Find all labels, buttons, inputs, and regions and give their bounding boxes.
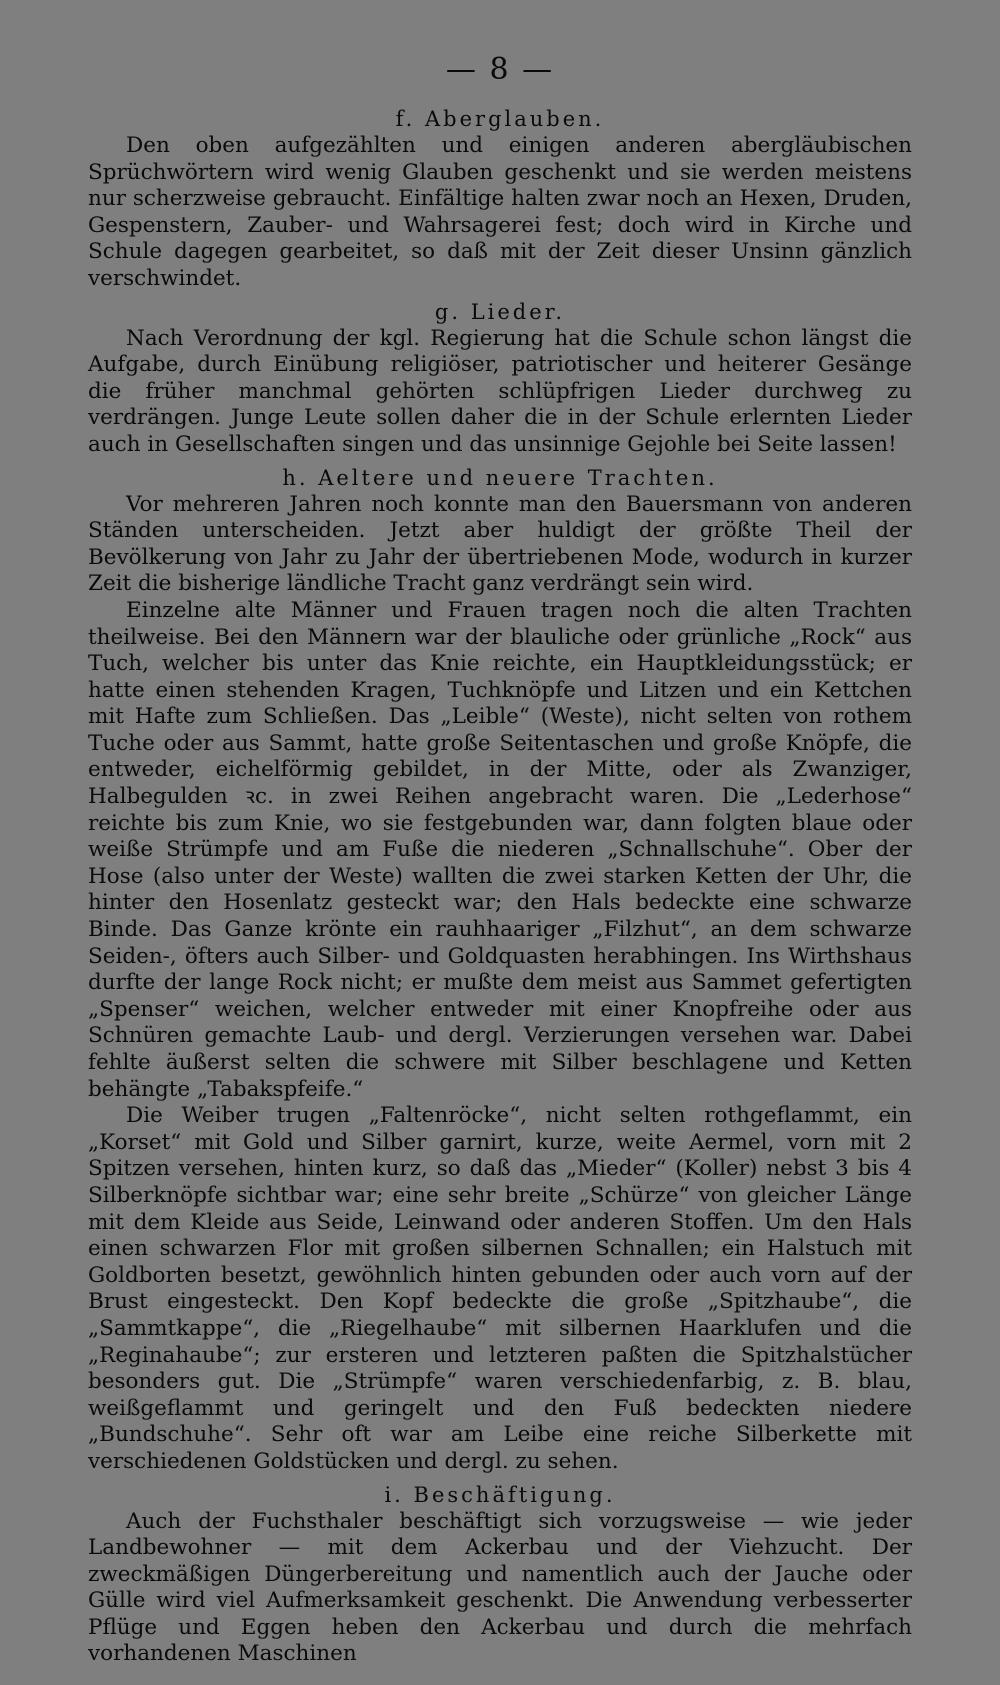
paragraph: Auch der Fuchsthaler beschäftigt sich vorzugsweise — wie jeder Landbewohner — mit dem Ackerbau und der Viehzucht. Der zweckmäßigen Düngerbereitung und namentlich auch der Jauche oder Gülle wird viel Aufmerksamkeit geschenkt. Die Anwendung verbesserter Pflüge und Eggen heben den Ackerbau und durch die mehrfach vorhandenen Maschinen <box>88 1508 912 1667</box>
section-heading: g. Lieder. <box>434 299 566 324</box>
section-trachten <box>88 465 912 1476</box>
section-lieder <box>88 299 912 459</box>
paragraph: Einzelne alte Männer und Frauen tragen noch die alten Trachten theilweise. Bei den Männern war der blauliche oder grünliche „Rock“ aus Tuch, welcher bis unter das Knie reichte, ein Hauptkleidungsstück; er hatte einen stehenden Kragen, Tuchknöpfe und Litzen und ein Kettchen mit Hafte zum Schließen. Das „Leible“ (Weste), nicht selten von rothem Tuche oder aus Sammt, hatte große Seitentaschen und große Knöpfe, die entweder, eichelförmig gebildet, in der Mitte, oder als Zwanziger, Halbegulden ꝛc. in zwei Reihen angebracht waren. Die „Lederhose“ reichte bis zum Knie, wo sie festgebunden war, dann folgten blaue oder weiße Strümpfe und am Fuße die niederen „Schnallschuhe“. Ober der Hose (also unter der Weste) wallten die zwei starken Ketten der Uhr, die hinter den Hosenlatz gesteckt war; den Hals bedeckte eine schwarze Binde. Das Ganze krönte ein rauhhaariger „Filzhut“, an dem schwarze Seiden-, öfters auch Silber- und Goldquasten herabhingen. Ins Wirthshaus durfte der lange Rock nicht; er mußte dem meist aus Sammet gefertigten „Spenser“ weichen, welcher entweder mit einer Knopfreihe oder aus Schnüren gemachte Laub- und dergl. Verzierungen versehen war. Dabei fehlte äußerst selten die schwere mit Silber beschlagene und Ketten behängte „Tabakspfeife.“ <box>88 597 912 1102</box>
section-heading: i. Beschäftigung. <box>384 1482 616 1507</box>
section-aberglauben <box>88 106 912 293</box>
section-beschaeftigung <box>88 1482 912 1669</box>
paragraph: Den oben aufgezählten und einigen anderen abergläubischen Sprüchwörtern wird wenig Glauben geschenkt und sie werden meistens nur scherzweise gebraucht. Einfältige halten zwar noch an Hexen, Druden, Gespenstern, Zauber- und Wahrsagerei fest; doch wird in Kirche und Schule dagegen gearbeitet, so daß mit der Zeit dieser Unsinn gänzlich verschwindet. <box>88 133 912 291</box>
page-number: — 8 — <box>445 52 555 87</box>
section-heading: h. Aeltere und neuere Trachten. <box>282 465 718 490</box>
section-heading: f. Aberglauben. <box>395 107 605 131</box>
paragraph: Vor mehreren Jahren noch konnte man den Bauersmann von anderen Ständen unterscheiden. Jetzt aber huldigt der größte Theil der Bevölkerung von Jahr zu Jahr der übertriebenen Mode, wodurch in kurzer Zeit die bisherige ländliche Tracht ganz verdrängt sein wird. <box>88 491 912 597</box>
paragraph: Die Weiber trugen „Faltenröcke“, nicht selten rothgeflammt, ein „Korset“ mit Gold und Silber garnirt, kurze, weite Aermel, vorn mit 2 Spitzen versehen, hinten kurz, so daß das „Mieder“ (Koller) nebst 3 bis 4 Silberknöpfe sichtbar war; eine sehr breite „Schürze“ von gleicher Länge mit dem Kleide aus Seide, Leinwand oder anderen Stoffen. Um den Hals einen schwarzen Flor mit großen silbernen Schnallen; ein Halstuch mit Goldborten besetzt, gewöhnlich hinten gebunden oder auch vorn auf der Brust eingesteckt. Den Kopf bedeckte die große „Spitzhaube“, die „Sammtkappe“, die „Riegelhaube“ mit silbernen Haarklufen und die „Reginahaube“; zur ersteren und letzteren paßten die Spitzhalstücher besonders gut. Die „Strümpfe“ waren verschiedenfarbig, z. B. blau, weißgeflammt und geringelt und den Fuß bedeckten niedere „Bundschuhe“. Sehr oft war am Leibe eine reiche Silberkette mit verschiedenen Goldstücken und dergl. zu sehen. <box>88 1103 912 1474</box>
paragraph: Nach Verordnung der kgl. Regierung hat die Schule schon längst die Aufgabe, durch Einübung religiöser, patriotischer und heiterer Gesänge die früher manchmal gehörten schlüpfrigen Lieder durchweg zu verdrängen. Junge Leute sollen daher die in der Schule erlernten Lieder auch in Gesellschaften singen und das unsinnige Gejohle bei Seite lassen! <box>88 325 912 457</box>
